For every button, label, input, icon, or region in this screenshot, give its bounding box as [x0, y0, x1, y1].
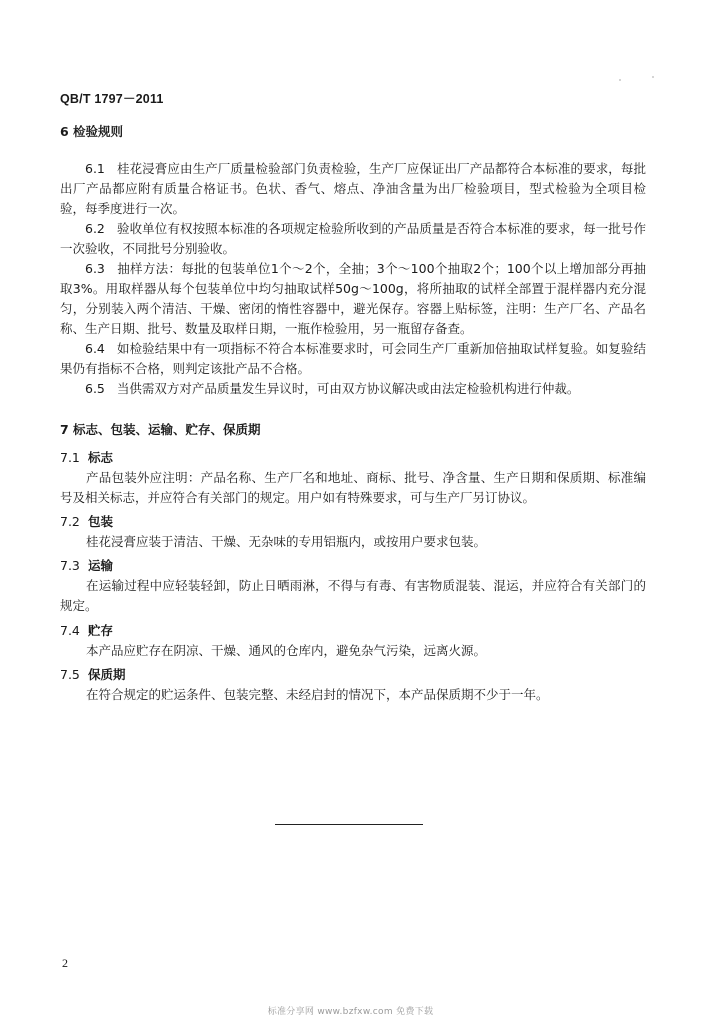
clause-number: 6.2 [85, 221, 105, 236]
subsection-7-5-heading [60, 665, 646, 685]
subsection-7-3-heading [60, 556, 646, 576]
end-of-text-rule [275, 824, 423, 825]
clause-text: 桂花浸膏应由生产厂质量检验部门负责检验，生产厂应保证出厂产品都符合本标准的要求，每批出厂产品都应附有质量合格证书。色状、香气、熔点、净油含量为出厂检验项目，型式检验为全项目检验，每季度进行一次。 [60, 161, 646, 216]
clause-number: 6.1 [85, 161, 105, 176]
subsection-title: 保质期 [88, 667, 126, 682]
subsection-7-4-heading [60, 621, 646, 641]
page-number: 2 [62, 956, 68, 970]
clause-6-3 [60, 259, 646, 339]
subsection-7-2-text: 桂花浸膏应装于清洁、干燥、无杂味的专用铝瓶内，或按用户要求包装。 [86, 534, 487, 549]
clause-text: 验收单位有权按照本标准的各项规定检验所收到的产品质量是否符合本标准的要求，每一批号作一次验收，不同批号分别验收。 [60, 221, 646, 256]
subsection-7-2-heading [60, 512, 646, 532]
clause-6-4 [60, 339, 646, 379]
section-6-heading: 6 检验规则 [60, 124, 124, 139]
subsection-7-5-text: 在符合规定的贮运条件、包装完整、未经启封的情况下，本产品保质期不少于一年。 [86, 687, 549, 702]
subsection-number: 7.5 [60, 667, 80, 682]
subsection-7-3-text: 在运输过程中应轻装轻卸，防止日晒雨淋，不得与有毒、有害物质混装、混运，并应符合有关部门的规定。 [60, 578, 646, 613]
scan-speck [652, 76, 654, 78]
subsection-title: 包装 [88, 514, 114, 529]
subsection-number: 7.3 [60, 558, 80, 573]
clause-6-1 [60, 159, 646, 219]
clause-number: 6.5 [85, 381, 105, 396]
clause-number: 6.4 [85, 341, 105, 356]
clause-6-5 [60, 379, 646, 399]
subsection-7-1-text: 产品包装外应注明：产品名称、生产厂名和地址、商标、批号、净含量、生产日期和保质期、标准编号及相关标志，并应符合有关部门的规定。用户如有特殊要求，可与生产厂另订协议。 [60, 470, 646, 505]
clause-6-2 [60, 219, 646, 259]
watermark-text: 标准分享网 www.bzfxw.com 免费下载 [267, 1007, 434, 1017]
scan-speck [619, 79, 621, 81]
subsection-number: 7.1 [60, 450, 80, 465]
clause-text: 如检验结果中有一项指标不符合本标准要求时，可会同生产厂重新加倍抽取试样复验。如复验结果仍有指标不合格，则判定该批产品不合格。 [60, 341, 646, 376]
section-7-heading: 7 标志、包装、运输、贮存、保质期 [60, 422, 261, 437]
subsection-title: 贮存 [88, 623, 114, 638]
document-body [60, 122, 646, 709]
clause-number: 6.3 [85, 261, 105, 276]
clause-text: 当供需双方对产品质量发生异议时，可由双方协议解决或由法定检验机构进行仲裁。 [116, 381, 580, 396]
subsection-number: 7.4 [60, 623, 80, 638]
subsection-7-1-heading [60, 448, 646, 468]
standard-code: QB/T 1797－2011 [60, 92, 164, 106]
subsection-number: 7.2 [60, 514, 80, 529]
clause-text: 抽样方法：每批的包装单位1个～2个，全抽；3个～100个抽取2个；100个以上增加部分再抽取3%。用取样器从每个包装单位中均匀抽取试样50g～100g，将所抽取的试样全部置于混样器内充分混匀，分别装入两个清洁、干燥、密闭的惰性容器中，避光保存。容器上贴标签，注明：生产厂名、产品名称、生产日期、批号、数量及取样日期，一瓶作检验用，另一瓶留存备查。 [60, 261, 646, 336]
subsection-title: 标志 [88, 450, 114, 465]
subsection-title: 运输 [88, 558, 114, 573]
subsection-7-4-text: 本产品应贮存在阴凉、干燥、通风的仓库内，避免杂气污染，远离火源。 [86, 643, 487, 658]
